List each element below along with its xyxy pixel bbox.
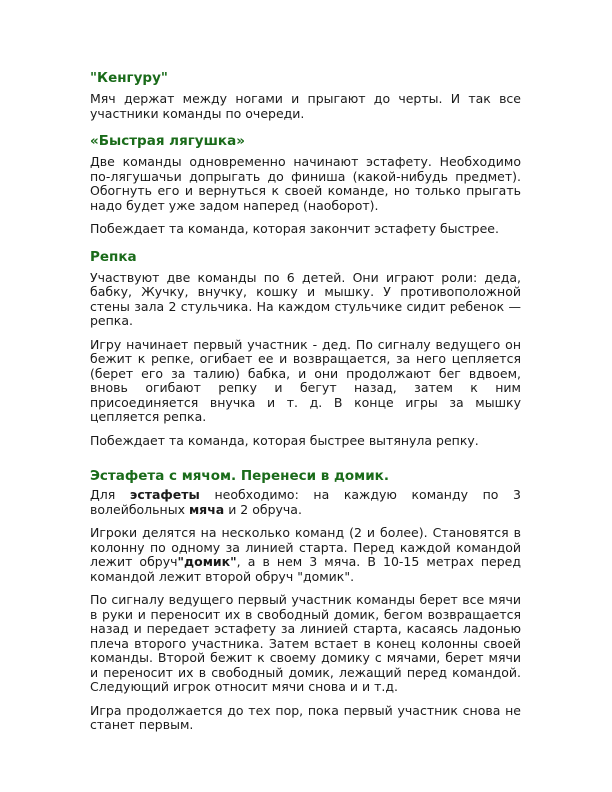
paragraph: Игру начинает первый участник - дед. По сигналу ведущего он бежит к репке, огибает ее и возвращается, за него цепляется (берет его за талию) бабка, и они продолжают бег вдвоем, вновь огибают репку и бегут назад, затем к ним присоединяется внучка и т. д. В конце игры за мышку цепляется репка. xyxy=(90,336,521,424)
paragraph: По сигналу ведущего первый участник команды берет все мячи в руки и переносит их в свободный домик, бегом возвращается назад и передает эстафету за линией старта, касаясь ладонью плеча второго участника. Затем встает в конец колонны своей команды. Второй бежит к своему домику с мячами, берет мячи и переносит их в свободный домик, лежащий перед командой. Следующий игрок относит мячи снова и и т.д. xyxy=(90,592,521,694)
paragraph xyxy=(90,526,521,584)
bold-term: эстафеты xyxy=(129,487,200,502)
text-run: Игроки делятся на несколько команд (2 и более). Становятся в колонну по одному за линией старта. Перед каждой командой лежит обруч xyxy=(90,525,521,569)
paragraph: Побеждает та команда, которая быстрее вытянула репку. xyxy=(90,432,479,448)
paragraph: Игра продолжается до тех пор, пока первый участник снова не станет первым. xyxy=(90,702,521,732)
text-run: необходимо: на каждую команду по 3 волейбольных xyxy=(90,487,522,517)
text-run: и 2 обруча. xyxy=(224,501,302,517)
section-title: "Кенгуру" xyxy=(90,70,168,86)
bold-term: "домик" xyxy=(177,554,237,569)
section-estafeta-s-myachom xyxy=(90,468,521,733)
text-run: , а в нем 3 мяча. В 10-15 метрах перед командой лежит второй обруч "домик". xyxy=(90,554,521,584)
document-page xyxy=(90,70,521,742)
paragraph: Побеждает та команда, которая закончит эстафету быстрее. xyxy=(90,221,499,236)
section-repka xyxy=(90,249,521,449)
paragraph xyxy=(90,488,521,517)
section-kenguru xyxy=(90,70,521,121)
bold-term: мяча xyxy=(188,501,225,517)
section-title: «Быстрая лягушка» xyxy=(90,133,245,149)
paragraph: Мяч держат между ногами и прыгают до черты. И так все участники команды по очереди. xyxy=(90,91,521,121)
section-title: Репка xyxy=(90,248,137,265)
section-bystraya-lyagushka xyxy=(90,133,521,237)
text-run: Для xyxy=(90,487,130,502)
section-title: Эстафета с мячом. Перенеси в домик. xyxy=(90,468,389,484)
paragraph: Участвуют две команды по 6 детей. Они играют роли: деда, бабку, Жучку, внучку, кошку и мышку. У противоположной стены зала 2 стульчика. На каждом стульчике сидит ребенок — репка. xyxy=(90,269,521,328)
paragraph: Две команды одновременно начинают эстафету. Необходимо по-лягушачьи допрыгать до финиша (какой-нибудь предмет). Обогнуть его и вернуться к своей команде, но только прыгать надо будет уже задом наперед (наоборот). xyxy=(90,154,521,213)
